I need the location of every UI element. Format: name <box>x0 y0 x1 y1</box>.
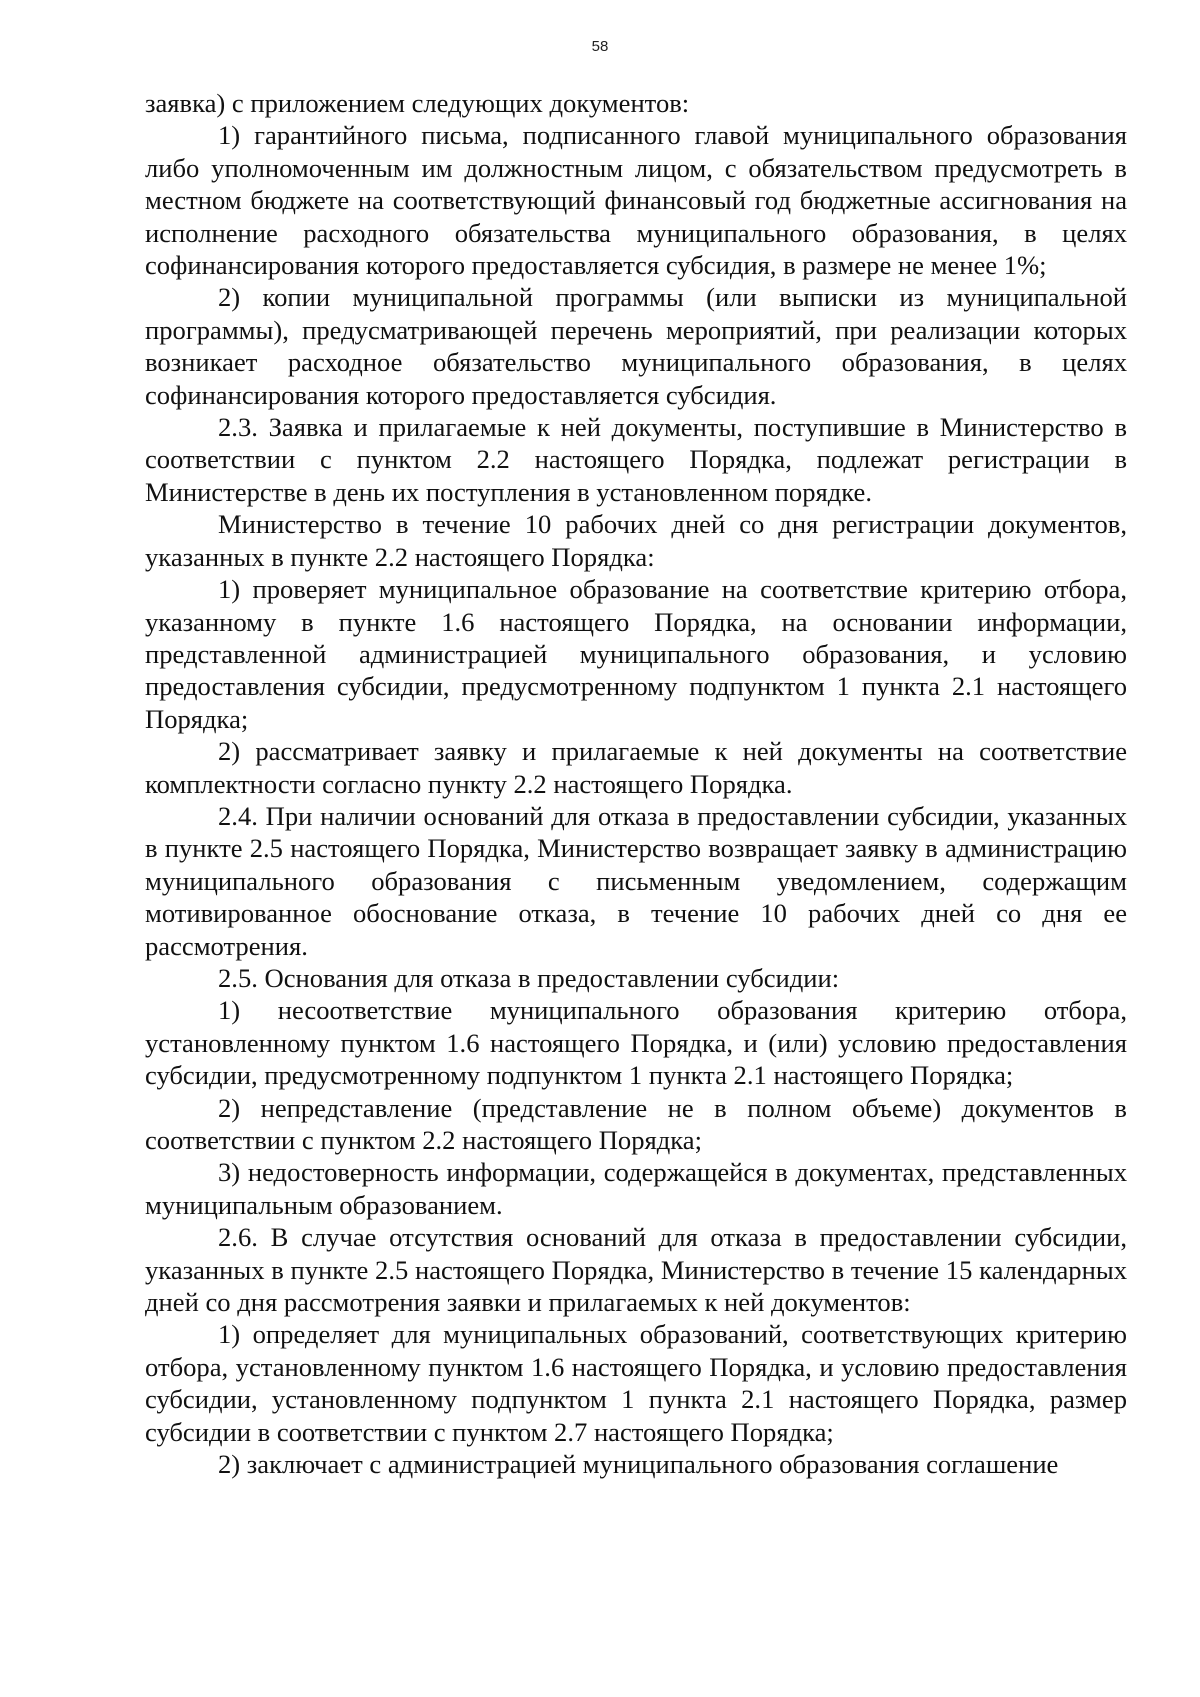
paragraph-item-conclude-agreement: 2) заключает с администрацией муниципального образования соглашение <box>218 1449 1059 1480</box>
document-body <box>145 87 1127 1480</box>
paragraph-item-program-copy: 2) копии муниципальной программы (или выписки из муниципальной программы), предусматривающей перечень мероприятий, при реализации которых возникает расходное обязательство муниципального образования, в целях софинансирования которого предоставляется субсидия. <box>145 282 1127 410</box>
paragraph-ministry-review: Министерство в течение 10 рабочих дней со дня регистрации документов, указанных в пункте 2.2 настоящего Порядка: <box>145 509 1127 572</box>
paragraph-item-guarantee-letter: 1) гарантийного письма, подписанного главой муниципального образования либо уполномоченным им должностным лицом, с обязательством предусмотреть в местном бюджете на соответствующий финансовый год бюджетные ассигнования на исполнение расходного обязательства муниципального образования, в целях софинансирования которого предоставляется субсидия, в размере не менее 1%; <box>145 120 1127 281</box>
paragraph-item-determine-amount: 1) определяет для муниципальных образований, соответствующих критерию отбора, установленному пунктом 1.6 настоящего Порядка, и условию предоставления субсидии, установленному подпунктом 1 пункта 2.1 настоящего Порядка, размер субсидии в соответствии с пунктом 2.7 настоящего Порядка; <box>145 1319 1127 1447</box>
paragraph-item-nonconformity: 1) несоответствие муниципального образования критерию отбора, установленному пунктом 1.6 настоящего Порядка, и (или) условию предоставления субсидии, предусмотренному подпунктом 1 пункта 2.1 настоящего Порядка; <box>145 995 1127 1091</box>
paragraph-clause-2-3: 2.3. Заявка и прилагаемые к ней документы, поступившие в Министерство в соответствии с пунктом 2.2 настоящего Порядка, подлежат регистрации в Министерстве в день их поступления в установленном порядке. <box>145 412 1127 507</box>
page-number: 58 <box>591 38 609 55</box>
paragraph-item-check-criteria: 1) проверяет муниципальное образование на соответствие критерию отбора, указанному в пункте 1.6 настоящего Порядка, на основании информации, представленной администрацией муниципального образования, и условию предоставления субсидии, предусмотренному подпунктом 1 пункта 2.1 настоящего Порядка; <box>145 574 1127 734</box>
paragraph-item-review-completeness: 2) рассматривает заявку и прилагаемые к ней документы на соответствие комплектности согласно пункту 2.2 настоящего Порядка. <box>145 736 1127 799</box>
paragraph-clause-2-6: 2.6. В случае отсутствия оснований для отказа в предоставлении субсидии, указанных в пункте 2.5 настоящего Порядка, Министерство в течение 15 календарных дней со дня рассмотрения заявки и прилагаемых к ней документов: <box>145 1222 1127 1318</box>
paragraph-item-nonsubmission: 2) непредставление (представление не в полном объеме) документов в соответствии с пунктом 2.2 настоящего Порядка; <box>145 1092 1127 1155</box>
paragraph-clause-2-4: 2.4. При наличии оснований для отказа в предоставлении субсидии, указанных в пункте 2.5 настоящего Порядка, Министерство возвращает заявку в администрацию муниципального образования с письменным уведомлением, содержащим мотивированное обоснование отказа, в течение 10 рабочих дней со дня ее рассмотрения. <box>145 800 1127 961</box>
paragraph-item-unreliability: 3) недостоверность информации, содержащейся в документах, представленных муниципальным образованием. <box>145 1157 1127 1220</box>
paragraph-continuation: заявка) с приложением следующих документов: <box>145 88 690 118</box>
paragraph-clause-2-5: 2.5. Основания для отказа в предоставлении субсидии: <box>218 962 840 993</box>
